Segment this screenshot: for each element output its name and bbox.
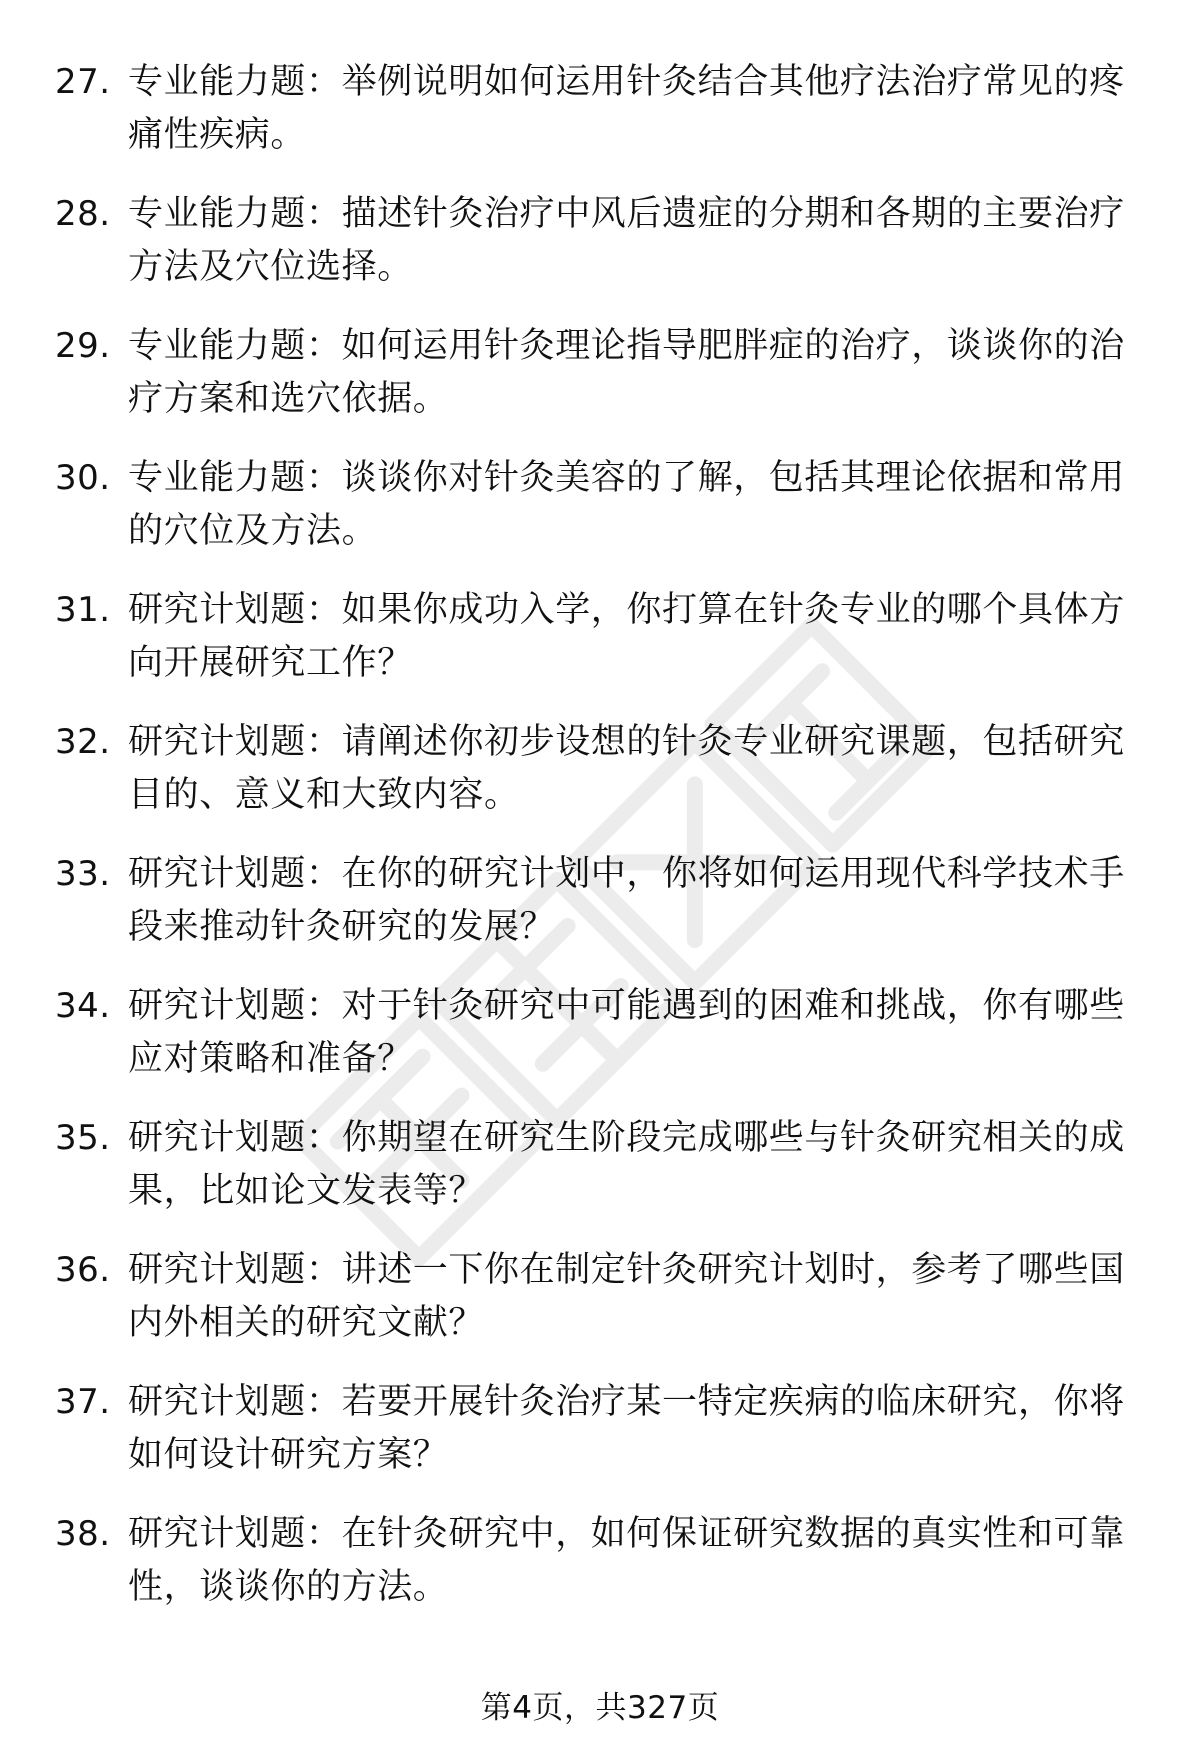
list-item (0, 980, 1200, 1112)
list-item (0, 56, 1200, 188)
list-item (0, 188, 1200, 320)
question-text: 研究计划题：请阐述你初步设想的针灸专业研究课题，包括研究目的、意义和大致内容。 (128, 722, 1125, 815)
question-text: 研究计划题：如果你成功入学，你打算在针灸专业的哪个具体方向开展研究工作？ (128, 590, 1125, 683)
list-item (0, 320, 1200, 452)
question-text: 专业能力题：如何运用针灸理论指导肥胖症的治疗，谈谈你的治疗方案和选穴依据。 (128, 326, 1125, 419)
question-text: 专业能力题：谈谈你对针灸美容的了解，包括其理论依据和常用的穴位及方法。 (128, 458, 1125, 551)
question-number: 37. (55, 1382, 111, 1422)
question-text: 研究计划题：在你的研究计划中，你将如何运用现代科学技术手段来推动针灸研究的发展？ (128, 854, 1125, 947)
question-list (0, 56, 1200, 1640)
list-item (0, 1244, 1200, 1376)
question-number: 33. (55, 854, 111, 894)
question-number: 27. (55, 62, 111, 102)
question-text: 研究计划题：对于针灸研究中可能遇到的困难和挑战，你有哪些应对策略和准备？ (128, 986, 1125, 1079)
list-item (0, 1112, 1200, 1244)
question-number: 30. (55, 458, 111, 498)
list-item (0, 1376, 1200, 1508)
question-number: 36. (55, 1250, 111, 1290)
page-indicator: 第4页，共327页 (480, 1690, 720, 1726)
question-text: 专业能力题：描述针灸治疗中风后遗症的分期和各期的主要治疗方法及穴位选择。 (128, 194, 1125, 287)
list-item (0, 716, 1200, 848)
question-number: 31. (55, 590, 111, 630)
list-item (0, 452, 1200, 584)
question-text: 研究计划题：讲述一下你在制定针灸研究计划时，参考了哪些国内外相关的研究文献？ (128, 1250, 1125, 1343)
list-item (0, 584, 1200, 716)
list-item (0, 848, 1200, 980)
question-number: 32. (55, 722, 111, 762)
question-number: 38. (55, 1514, 111, 1554)
question-text: 研究计划题：在针灸研究中，如何保证研究数据的真实性和可靠性，谈谈你的方法。 (128, 1514, 1125, 1607)
question-number: 28. (55, 194, 111, 234)
question-text: 专业能力题：举例说明如何运用针灸结合其他疗法治疗常见的疼痛性疾病。 (128, 62, 1125, 155)
question-number: 34. (55, 986, 111, 1026)
question-text: 研究计划题：你期望在研究生阶段完成哪些与针灸研究相关的成果，比如论文发表等？ (128, 1118, 1125, 1211)
list-item (0, 1508, 1200, 1640)
question-number: 35. (55, 1118, 111, 1158)
question-number: 29. (55, 326, 111, 366)
question-text: 研究计划题：若要开展针灸治疗某一特定疾病的临床研究，你将如何设计研究方案？ (128, 1382, 1125, 1475)
